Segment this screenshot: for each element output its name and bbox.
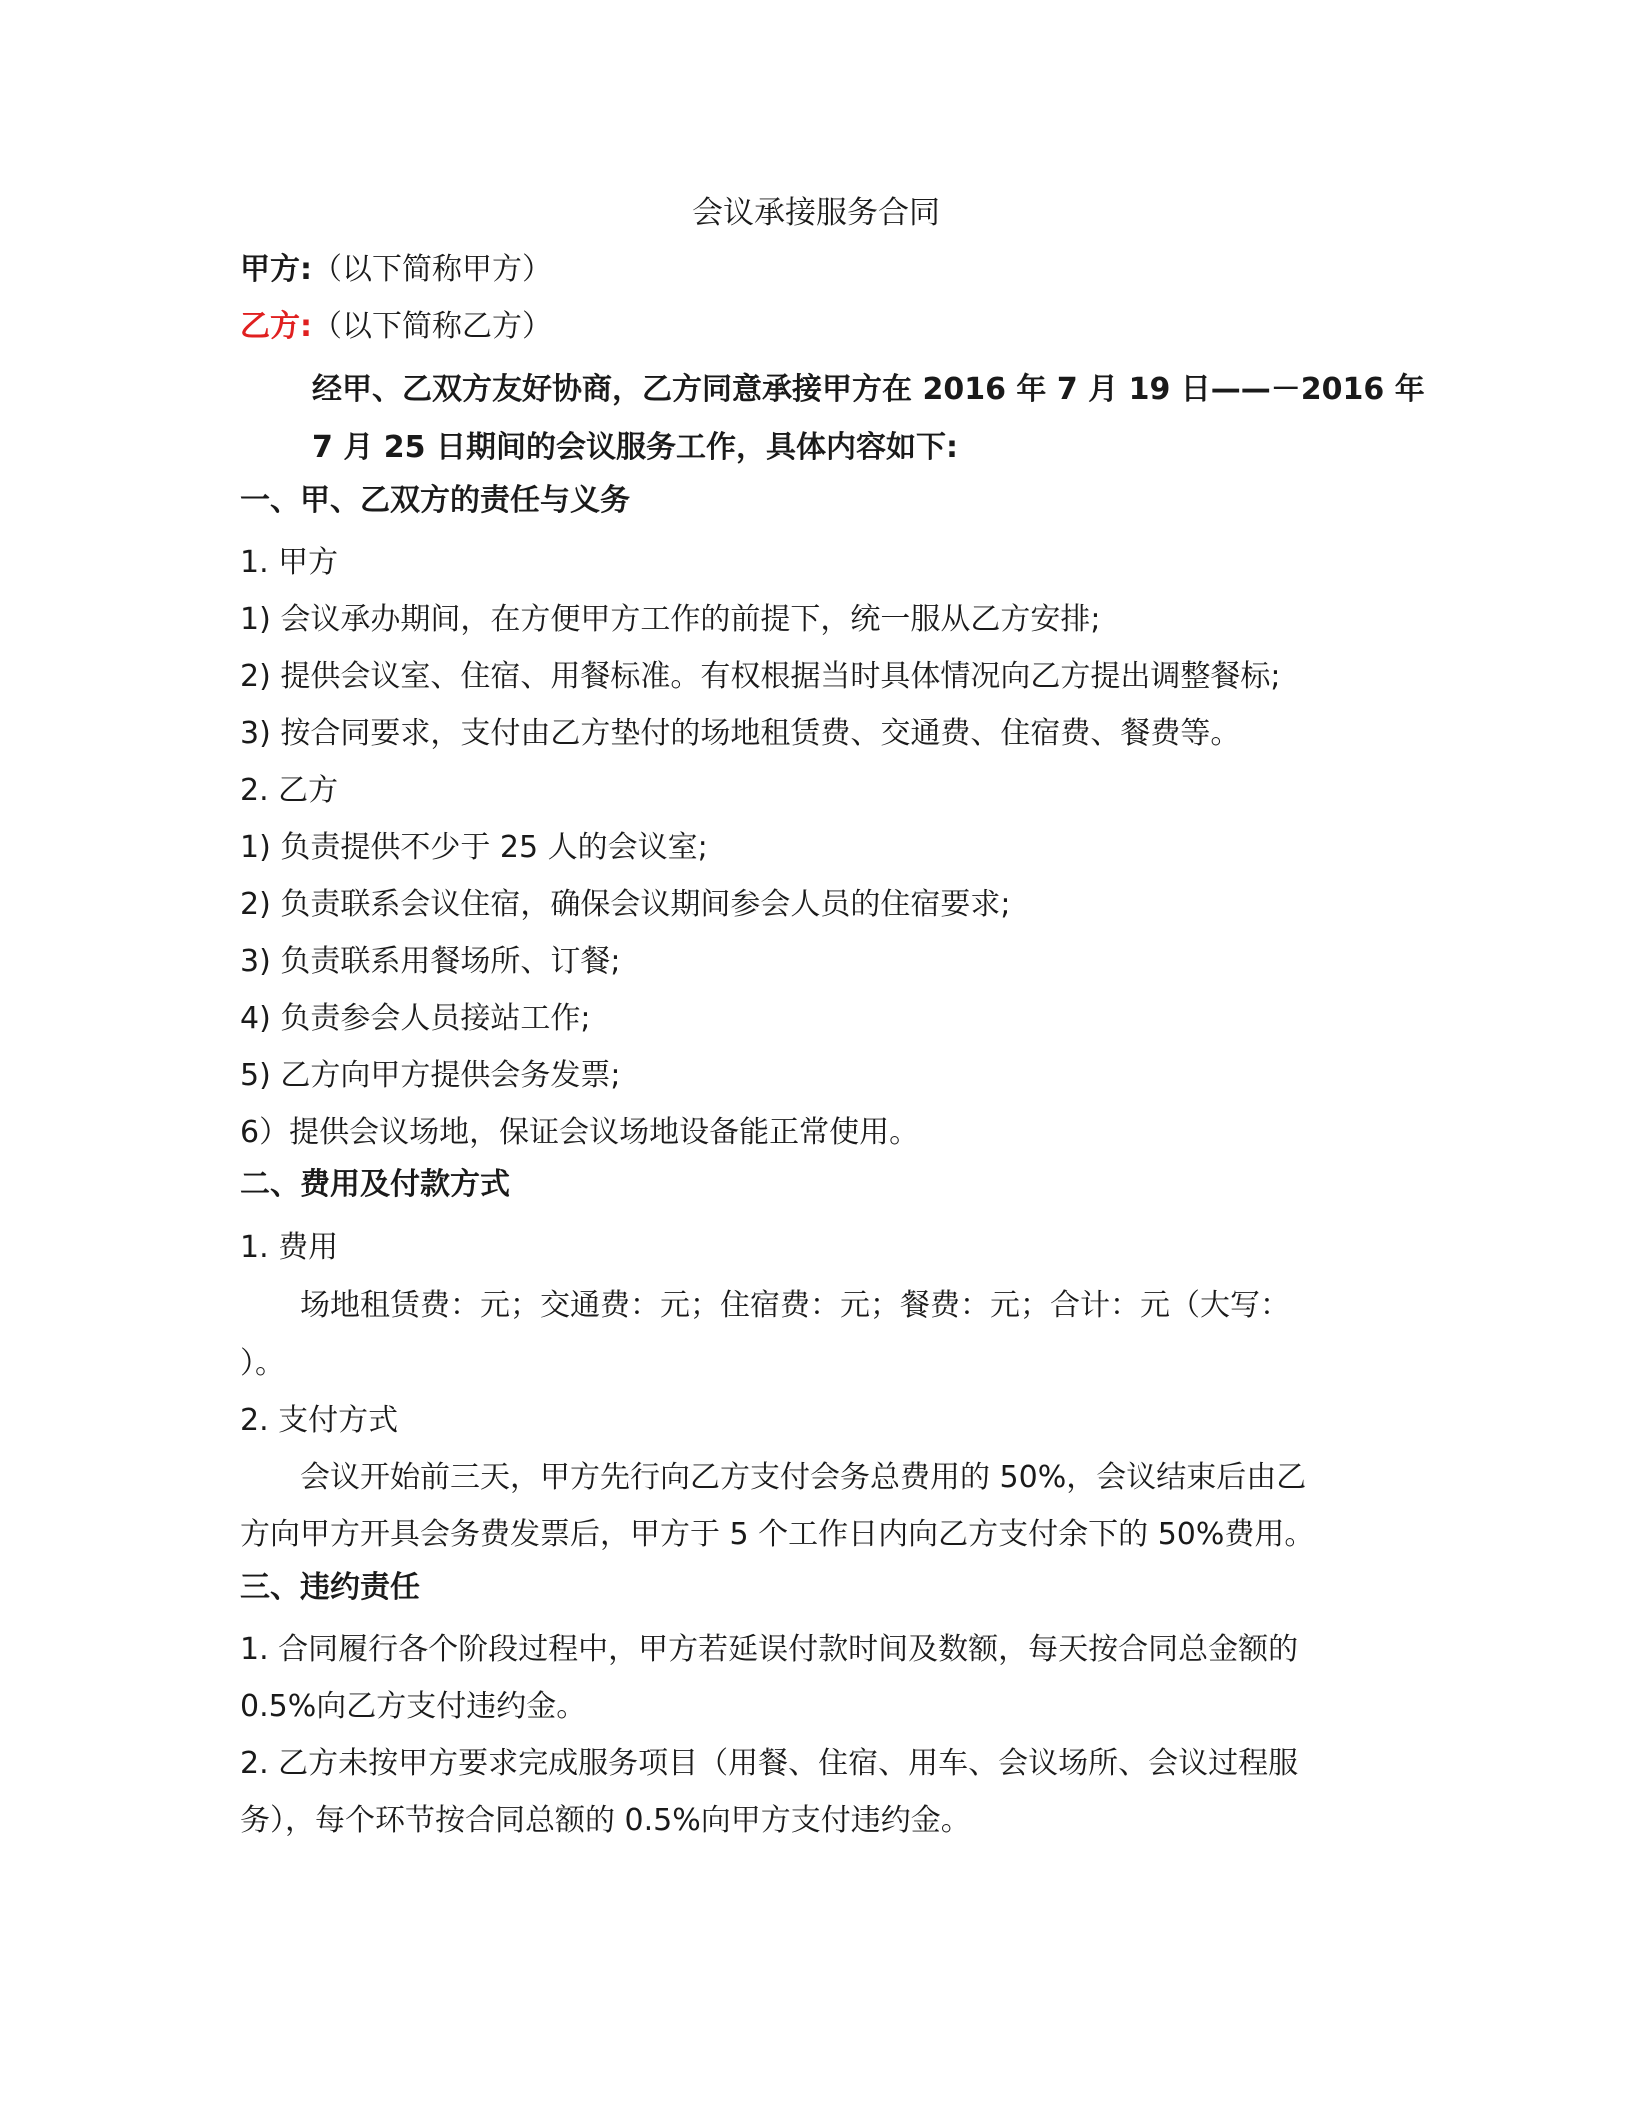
document-title: 会议承接服务合同: [692, 195, 940, 231]
section-1-heading: 一、甲、乙双方的责任与义务: [240, 483, 630, 518]
breach-item-2-line-2: 务），每个环节按合同总额的 0.5%向甲方支付违约金。: [240, 1803, 971, 1838]
fees-line-1: 场地租赁费：元；交通费：元；住宿费：元；餐费：元；合计：元（大写：: [300, 1288, 1290, 1323]
intro-line-1: 经甲、乙双方友好协商，乙方同意承接甲方在 2016 年 7 月 19 日——－2016 年: [312, 372, 1425, 407]
party-a-line: [240, 250, 552, 290]
party-b-item-2: 2) 负责联系会议住宿，确保会议期间参会人员的住宿要求;: [240, 887, 1011, 922]
party-a-label: 甲方:: [240, 252, 312, 287]
party-a-note: （以下简称甲方）: [312, 252, 552, 287]
payment-heading: 2. 支付方式: [240, 1403, 399, 1438]
party-b-line: [240, 307, 552, 347]
fees-line-2: ）。: [240, 1346, 285, 1381]
payment-line-1: 会议开始前三天，甲方先行向乙方支付会务总费用的 50%，会议结束后由乙: [300, 1460, 1307, 1495]
party-b-item-5: 5) 乙方向甲方提供会务发票;: [240, 1058, 621, 1093]
section-3-heading: 三、违约责任: [240, 1570, 420, 1605]
party-b-responsibilities-heading: 2. 乙方: [240, 773, 339, 808]
party-b-item-3: 3) 负责联系用餐场所、订餐;: [240, 944, 621, 979]
party-a-item-2: 2) 提供会议室、住宿、用餐标准。有权根据当时具体情况向乙方提出调整餐标;: [240, 659, 1281, 694]
party-b-item-4: 4) 负责参会人员接站工作;: [240, 1001, 591, 1036]
party-b-note: （以下简称乙方）: [312, 309, 552, 344]
breach-item-2-line-1: 2. 乙方未按甲方要求完成服务项目（用餐、住宿、用车、会议场所、会议过程服: [240, 1746, 1299, 1781]
section-2-heading: 二、费用及付款方式: [240, 1167, 510, 1202]
party-a-item-1: 1) 会议承办期间，在方便甲方工作的前提下，统一服从乙方安排;: [240, 602, 1101, 637]
breach-item-1-line-1: 1. 合同履行各个阶段过程中，甲方若延误付款时间及数额，每天按合同总金额的: [240, 1632, 1299, 1667]
intro-line-2: 7 月 25 日期间的会议服务工作，具体内容如下:: [312, 430, 958, 465]
breach-item-1-line-2: 0.5%向乙方支付违约金。: [240, 1689, 587, 1724]
party-a-item-3: 3) 按合同要求，支付由乙方垫付的场地租赁费、交通费、住宿费、餐费等。: [240, 716, 1241, 751]
payment-line-2: 方向甲方开具会务费发票后，甲方于 5 个工作日内向乙方支付余下的 50%费用。: [240, 1517, 1315, 1552]
party-b-label: 乙方:: [240, 309, 312, 344]
fees-heading: 1. 费用: [240, 1230, 339, 1265]
party-b-item-6: 6）提供会议场地，保证会议场地设备能正常使用。: [240, 1115, 920, 1150]
party-b-item-1: 1) 负责提供不少于 25 人的会议室;: [240, 830, 708, 865]
party-a-responsibilities-heading: 1. 甲方: [240, 545, 339, 580]
